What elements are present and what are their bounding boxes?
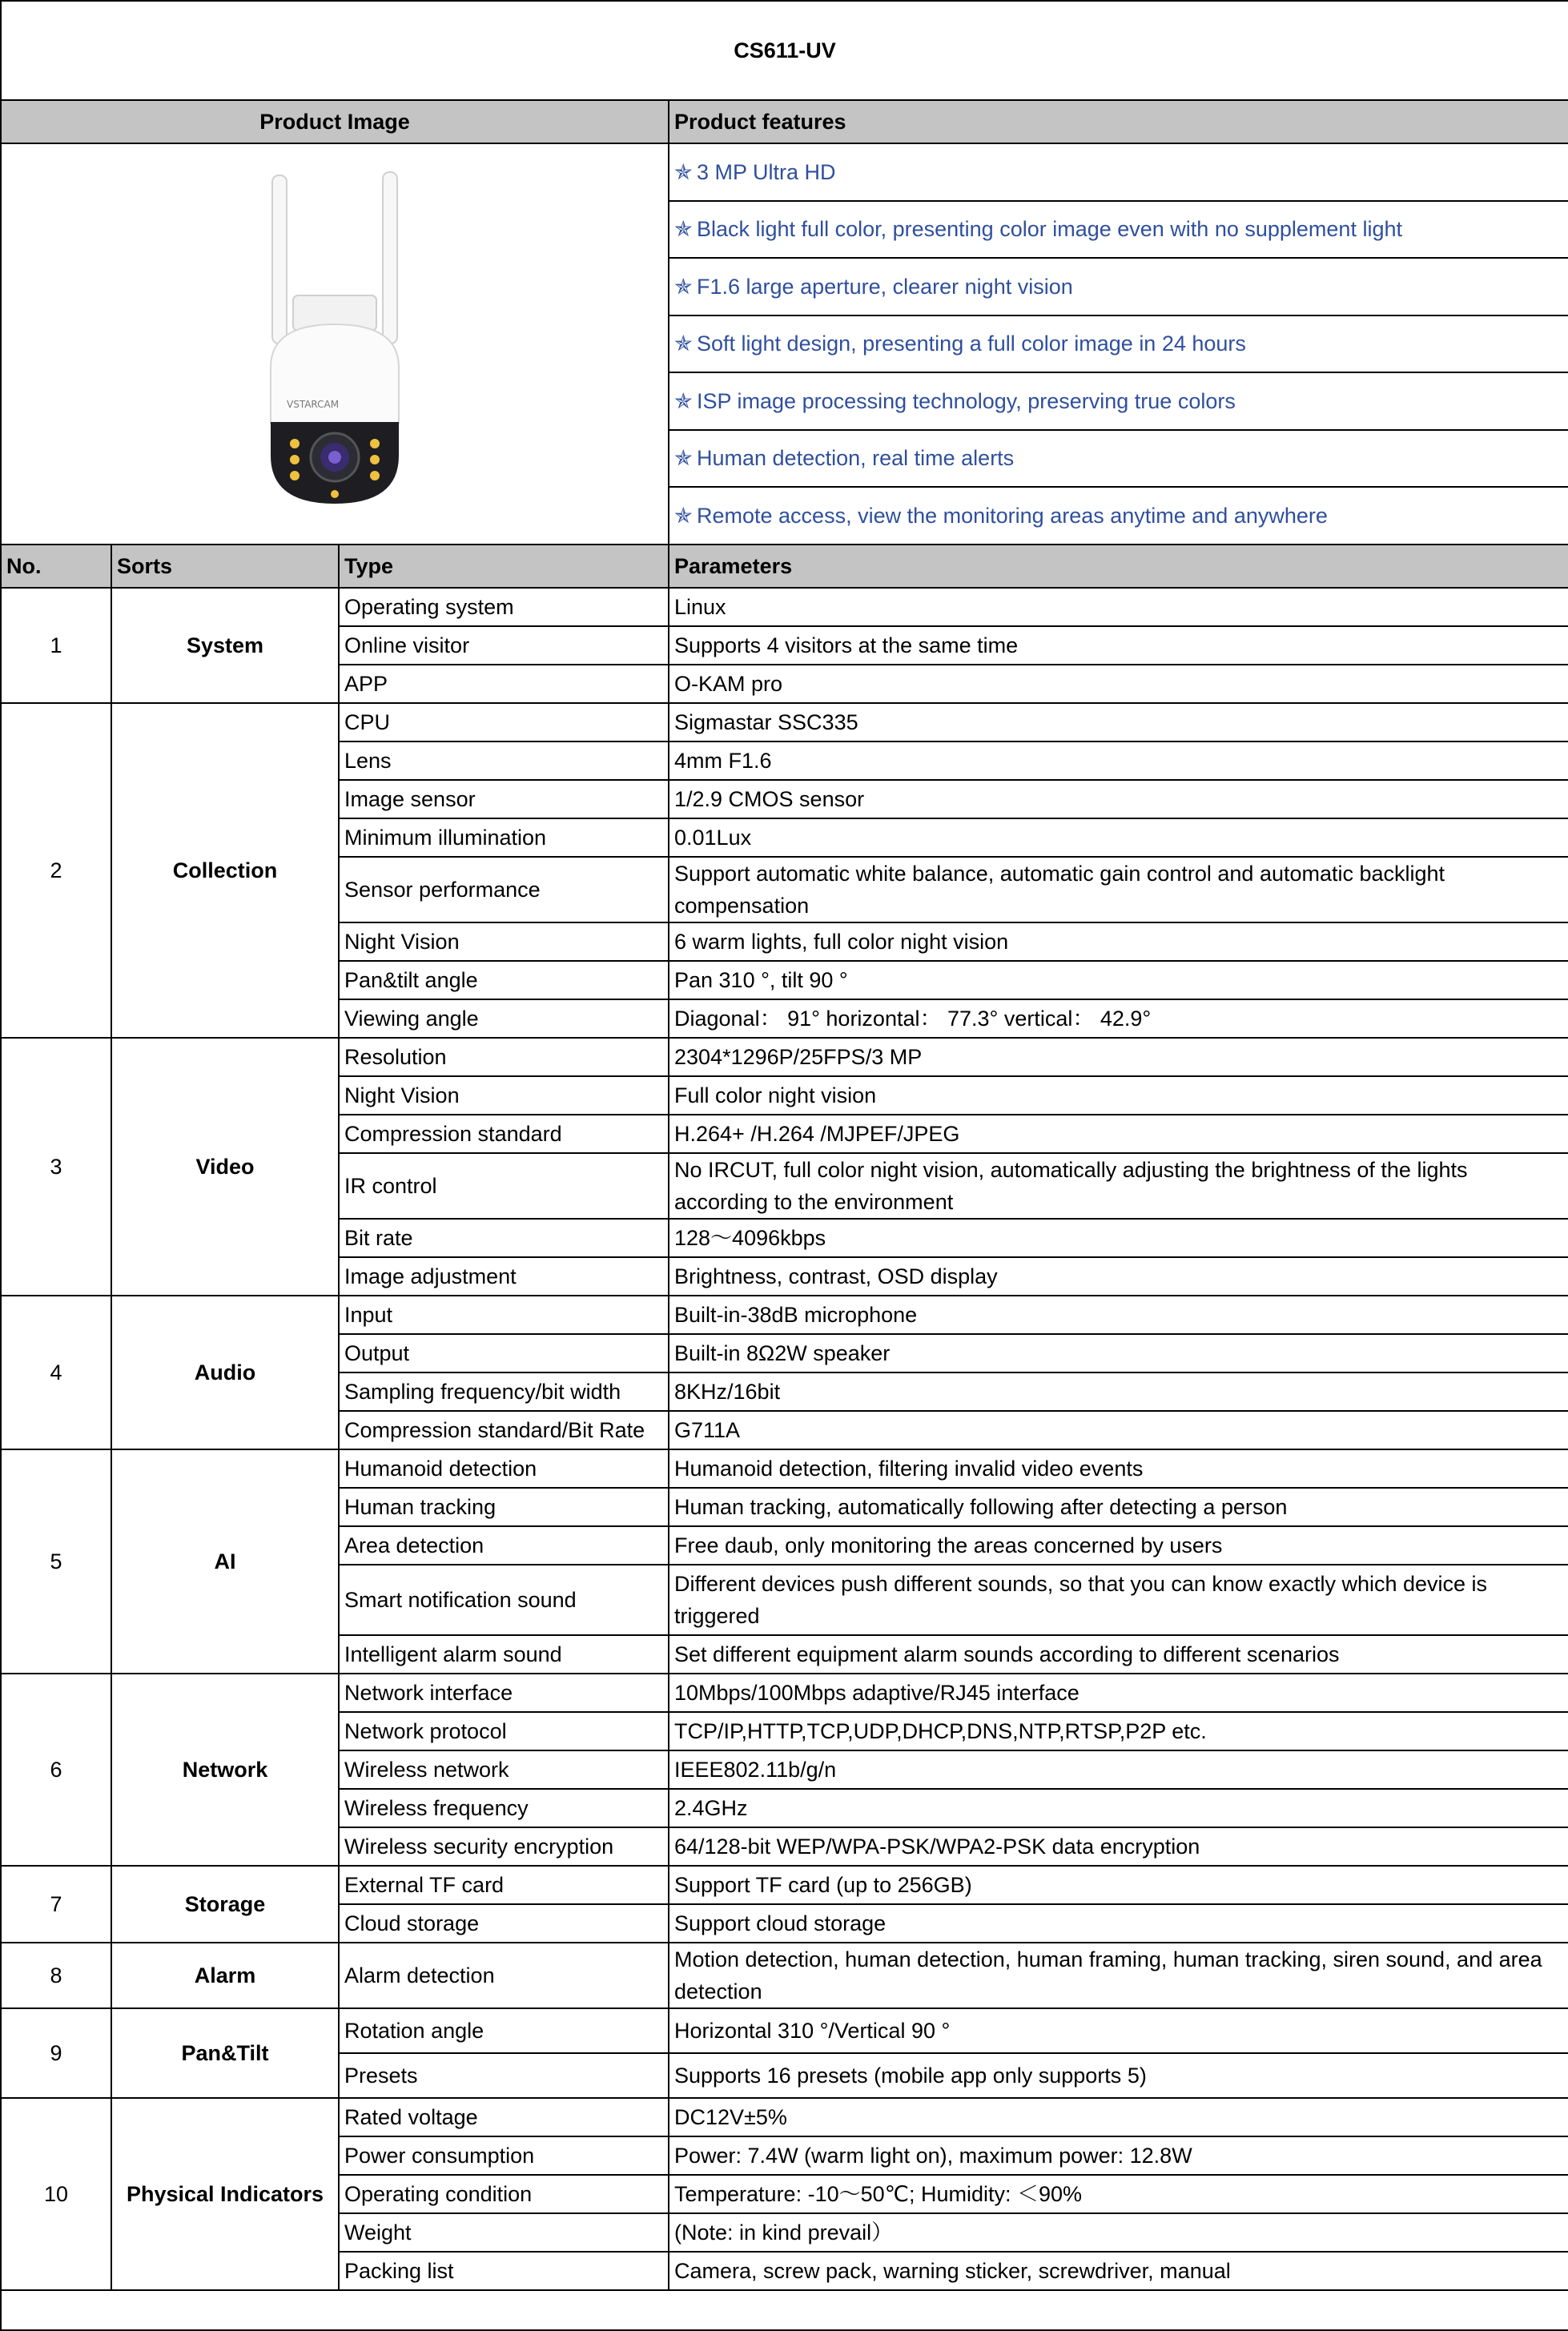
group-sort: Alarm: [111, 1943, 339, 2008]
spec-parameter: 1/2.9 CMOS sensor: [669, 780, 1568, 818]
spec-type: Network protocol: [339, 1712, 669, 1750]
spec-parameter: 4mm F1.6: [669, 741, 1568, 780]
spec-type: Lens: [339, 741, 669, 780]
spec-type: Viewing angle: [339, 999, 669, 1038]
spec-type: Online visitor: [339, 626, 669, 665]
feature-item: ✯ Soft light design, presenting a full color image in 24 hours: [669, 315, 1568, 373]
spec-parameter: O-KAM pro: [669, 665, 1568, 703]
spec-parameter: Motion detection, human detection, human framing, human tracking, siren sound, and area detection: [669, 1943, 1568, 2008]
spec-parameter: DC12V±5%: [669, 2098, 1568, 2136]
feature-item: ✯ 3 MP Ultra HD: [669, 143, 1568, 201]
spec-type: Bit rate: [339, 1219, 669, 1257]
group-sort: Network: [111, 1674, 339, 1866]
spec-type: Human tracking: [339, 1488, 669, 1526]
group-number: 7: [1, 1866, 111, 1943]
group-number: 6: [1, 1674, 111, 1866]
table-row: [1, 1943, 1568, 2008]
spec-type: Output: [339, 1334, 669, 1372]
spec-type: IR control: [339, 1153, 669, 1219]
spec-parameter: Temperature: -10～50℃; Humidity: ＜90%: [669, 2175, 1568, 2213]
feature-row: [1, 143, 1568, 201]
spec-parameter: (Note: in kind prevail）: [669, 2213, 1568, 2252]
star-icon: ✯: [674, 388, 693, 413]
spec-parameter: Support automatic white balance, automatic gain control and automatic backlight compensation: [669, 857, 1568, 922]
spec-type: Input: [339, 1296, 669, 1334]
spec-parameter: Supports 4 visitors at the same time: [669, 626, 1568, 665]
spec-parameter: Built-in 8Ω2W speaker: [669, 1334, 1568, 1372]
spec-parameter: Horizontal 310 °/Vertical 90 °: [669, 2008, 1568, 2053]
spec-parameter: H.264+ /H.264 /MJPEF/JPEG: [669, 1115, 1568, 1153]
spec-type: Network interface: [339, 1674, 669, 1712]
spec-type: Operating condition: [339, 2175, 669, 2213]
table-row: [1, 1038, 1568, 1076]
spec-type: Operating system: [339, 588, 669, 626]
feature-item: ✯ Human detection, real time alerts: [669, 430, 1568, 488]
table-row: [1, 2008, 1568, 2053]
group-sort: System: [111, 588, 339, 703]
spec-parameter: Linux: [669, 588, 1568, 626]
spec-type: Compression standard: [339, 1115, 669, 1153]
spec-parameter: Supports 16 presets (mobile app only supports 5): [669, 2053, 1568, 2098]
product-header-row: [1, 100, 1568, 143]
spec-type: Night Vision: [339, 1076, 669, 1115]
ptz-camera-icon: [255, 167, 415, 520]
spec-type: Wireless network: [339, 1750, 669, 1789]
spec-type: External TF card: [339, 1866, 669, 1904]
group-number: 8: [1, 1943, 111, 2008]
spec-type: Humanoid detection: [339, 1449, 669, 1488]
group-number: 3: [1, 1038, 111, 1296]
spec-parameter: 8KHz/16bit: [669, 1372, 1568, 1411]
spec-parameter: Diagonal： 91° horizontal： 77.3° vertical： 42.9°: [669, 999, 1568, 1038]
parameters-header: Parameters: [669, 545, 1568, 588]
feature-item: ✯ Black light full color, presenting color image even with no supplement light: [669, 201, 1568, 259]
feature-item: ✯ F1.6 large aperture, clearer night vision: [669, 258, 1568, 315]
group-sort: Pan&Tilt: [111, 2008, 339, 2098]
feature-item: ✯ Remote access, view the monitoring areas anytime and anywhere: [669, 487, 1568, 545]
star-icon: ✯: [674, 274, 693, 299]
spec-parameter: Set different equipment alarm sounds according to different scenarios: [669, 1635, 1568, 1674]
spec-type: Minimum illumination: [339, 818, 669, 857]
spec-parameter: Different devices push different sounds, so that you can know exactly which device is triggered: [669, 1565, 1568, 1635]
spec-type: Packing list: [339, 2252, 669, 2290]
group-number: 9: [1, 2008, 111, 2098]
spec-type: Compression standard/Bit Rate: [339, 1411, 669, 1449]
spec-type: Smart notification sound: [339, 1565, 669, 1635]
group-number: 5: [1, 1449, 111, 1674]
spec-type: Sampling frequency/bit width: [339, 1372, 669, 1411]
group-sort: Storage: [111, 1866, 339, 1943]
star-icon: ✯: [674, 446, 693, 471]
spec-parameter: IEEE802.11b/g/n: [669, 1750, 1568, 1789]
spec-parameter: 6 warm lights, full color night vision: [669, 922, 1568, 961]
spec-type: Rotation angle: [339, 2008, 669, 2053]
group-number: 2: [1, 703, 111, 1038]
spec-type: Image adjustment: [339, 1257, 669, 1296]
spec-parameter: 128～4096kbps: [669, 1219, 1568, 1257]
spec-type: Sensor performance: [339, 857, 669, 922]
feature-item: ✯ ISP image processing technology, preserving true colors: [669, 372, 1568, 430]
sorts-header: Sorts: [111, 545, 339, 588]
group-sort: Physical Indicators: [111, 2098, 339, 2290]
product-image-header: Product Image: [1, 100, 669, 143]
spec-parameter: Support cloud storage: [669, 1904, 1568, 1943]
table-row: [1, 2098, 1568, 2136]
star-icon: ✯: [674, 159, 693, 184]
no-header: No.: [1, 545, 111, 588]
spec-type: APP: [339, 665, 669, 703]
spec-parameter: Full color night vision: [669, 1076, 1568, 1115]
table-row: [1, 1296, 1568, 1334]
spec-parameter: Free daub, only monitoring the areas concerned by users: [669, 1526, 1568, 1565]
spec-parameter: Built-in-38dB microphone: [669, 1296, 1568, 1334]
spec-type: Alarm detection: [339, 1943, 669, 2008]
table-row: [1, 703, 1568, 741]
spec-parameter: Pan 310 °, tilt 90 °: [669, 961, 1568, 999]
group-sort: Collection: [111, 703, 339, 1038]
spec-type: Presets: [339, 2053, 669, 2098]
spec-parameter: TCP/IP,HTTP,TCP,UDP,DHCP,DNS,NTP,RTSP,P2P etc.: [669, 1712, 1568, 1750]
spec-type: Image sensor: [339, 780, 669, 818]
title-row: [1, 1, 1568, 100]
spec-type: Night Vision: [339, 922, 669, 961]
spec-type: CPU: [339, 703, 669, 741]
spec-parameter: Camera, screw pack, warning sticker, screwdriver, manual: [669, 2252, 1568, 2290]
star-icon: ✯: [674, 332, 693, 356]
spec-parameter: Humanoid detection, filtering invalid video events: [669, 1449, 1568, 1488]
spec-parameter: 2.4GHz: [669, 1789, 1568, 1827]
group-sort: AI: [111, 1449, 339, 1674]
star-icon: ✯: [674, 217, 693, 242]
table-row: [1, 1866, 1568, 1904]
spec-parameter: Sigmastar SSC335: [669, 703, 1568, 741]
spec-type: Area detection: [339, 1526, 669, 1565]
spec-parameter: 64/128-bit WEP/WPA-PSK/WPA2-PSK data encryption: [669, 1827, 1568, 1866]
star-icon: ✯: [674, 503, 693, 528]
spec-parameter: 2304*1296P/25FPS/3 MP: [669, 1038, 1568, 1076]
spec-type: Power consumption: [339, 2136, 669, 2175]
group-number: 10: [1, 2098, 111, 2290]
spec-header-row: [1, 545, 1568, 588]
group-number: 1: [1, 588, 111, 703]
spec-parameter: Power: 7.4W (warm light on), maximum power: 12.8W: [669, 2136, 1568, 2175]
spec-type: Weight: [339, 2213, 669, 2252]
spec-parameter: 0.01Lux: [669, 818, 1568, 857]
table-row: [1, 1449, 1568, 1488]
group-number: 4: [1, 1296, 111, 1449]
spec-type: Resolution: [339, 1038, 669, 1076]
spec-type: Wireless frequency: [339, 1789, 669, 1827]
spec-parameter: G711A: [669, 1411, 1568, 1449]
spec-parameter: No IRCUT, full color night vision, automatically adjusting the brightness of the lights according to the environment: [669, 1153, 1568, 1219]
spec-parameter: Support TF card (up to 256GB): [669, 1866, 1568, 1904]
footer-cell: [1, 2290, 1568, 2330]
table-row: [1, 1674, 1568, 1712]
spec-parameter: Human tracking, automatically following after detecting a person: [669, 1488, 1568, 1526]
group-sort: Audio: [111, 1296, 339, 1449]
spec-type: Wireless security encryption: [339, 1827, 669, 1866]
spec-type: Intelligent alarm sound: [339, 1635, 669, 1674]
spec-parameter: 10Mbps/100Mbps adaptive/RJ45 interface: [669, 1674, 1568, 1712]
product-image-cell: [1, 143, 669, 545]
camera-brand-text: VSTARCAM: [287, 399, 340, 411]
spec-type: Pan&tilt angle: [339, 961, 669, 999]
page-title: CS611-UV: [1, 1, 1568, 100]
spec-type: Cloud storage: [339, 1904, 669, 1943]
product-features-header: Product features: [669, 100, 1568, 143]
group-sort: Video: [111, 1038, 339, 1296]
type-header: Type: [339, 545, 669, 588]
footer-row: [1, 2290, 1568, 2330]
table-row: [1, 588, 1568, 626]
spec-type: Rated voltage: [339, 2098, 669, 2136]
spec-parameter: Brightness, contrast, OSD display: [669, 1257, 1568, 1296]
